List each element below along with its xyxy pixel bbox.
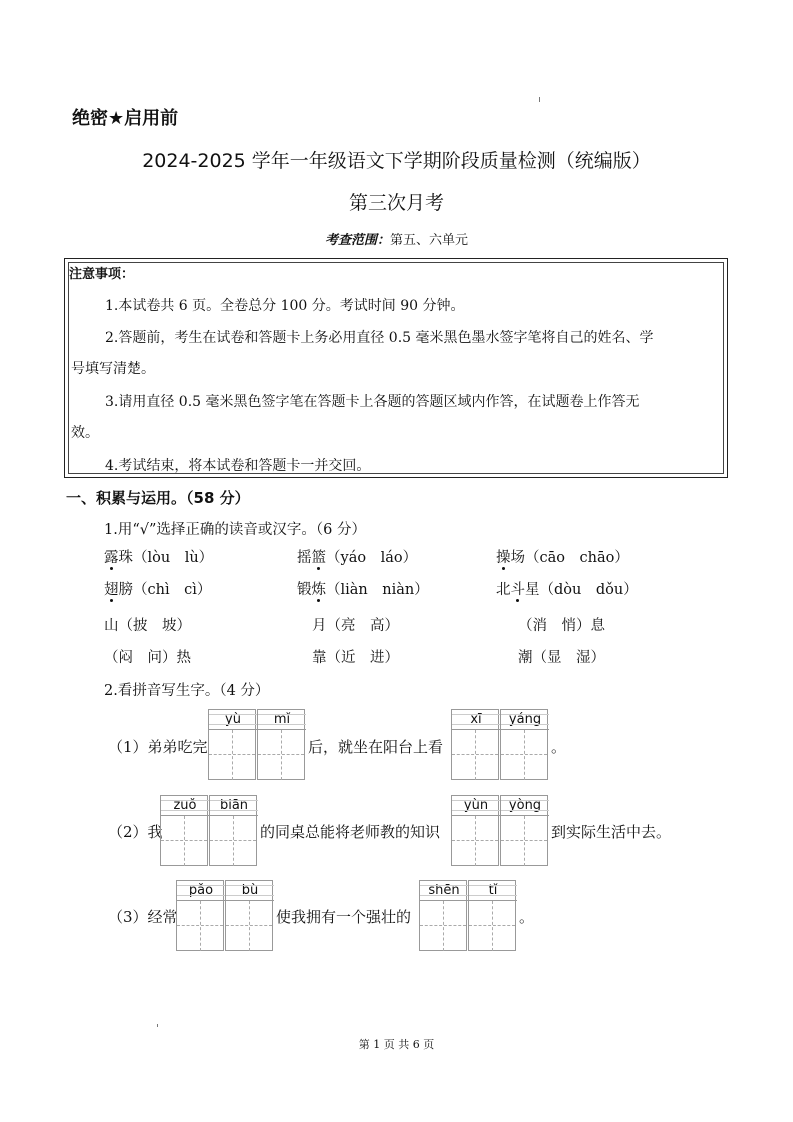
sentence-part: （1）弟弟吃完: [108, 738, 208, 756]
scope-label: 考查范围：: [324, 233, 390, 248]
pinyin-label: yùn: [452, 796, 500, 816]
notice-line: 1.本试卷共 6 页。全卷总分 100 分。考试时间 90 分钟。: [105, 298, 465, 314]
dotted-char: 斗: [510, 582, 525, 598]
pinyin-choice[interactable]: 露珠（lòu lù）: [104, 550, 214, 566]
pinyin-label: pǎo: [177, 881, 225, 901]
pinyin-label: biān: [210, 796, 258, 816]
pinyin-label: bù: [226, 881, 274, 901]
char-choice[interactable]: （消 悄）息: [518, 618, 605, 634]
writing-cell[interactable]: [419, 880, 467, 951]
tian-grid: [452, 730, 498, 780]
writing-cell[interactable]: [176, 880, 224, 951]
char-choice[interactable]: （闷 问）热: [104, 650, 191, 666]
dotted-char: 炼: [311, 582, 326, 598]
sentence-part: 使我拥有一个强壮的: [276, 908, 412, 926]
tian-grid: [226, 901, 272, 951]
char-choice[interactable]: 月（亮 高）: [312, 618, 399, 634]
notice-box: [64, 258, 728, 478]
sentence-part: 。: [551, 738, 567, 756]
notice-line: 2.答题前，考生在试卷和答题卡上务必用直径 0.5 毫米黑色墨水签字笔将自己的姓名、学: [105, 330, 654, 346]
pinyin-label: mǐ: [258, 710, 306, 730]
sentence-part: （3）经常: [108, 908, 178, 926]
pinyin-choice[interactable]: 翅膀（chì cì）: [104, 582, 212, 598]
dotted-char: 翅: [104, 582, 119, 598]
scope-value: 第五、六单元: [390, 233, 469, 248]
pinyin-label: yù: [209, 710, 257, 730]
notice-title: 注意事项：: [69, 267, 135, 282]
writing-cell[interactable]: [160, 795, 208, 866]
dotted-char: 操: [496, 550, 511, 566]
char-choice[interactable]: 潮（显 湿）: [518, 650, 605, 666]
writing-cell[interactable]: [208, 709, 256, 780]
tian-grid: [501, 730, 547, 780]
writing-cell[interactable]: [468, 880, 516, 951]
tian-grid: [161, 816, 207, 866]
writing-cell[interactable]: [225, 880, 273, 951]
exam-scope: [0, 229, 793, 248]
sentence-part: 后，就坐在阳台上看: [308, 738, 444, 756]
char-choice[interactable]: 靠（近 进）: [312, 650, 399, 666]
pinyin-label: shēn: [420, 881, 468, 901]
tian-grid: [177, 901, 223, 951]
exam-subtitle: 第三次月考: [348, 192, 444, 214]
writing-cell[interactable]: [257, 709, 305, 780]
sentence-part: 。: [519, 908, 535, 926]
page-footer: 第 1 页 共 6 页: [358, 1038, 435, 1051]
section-heading: 一、积累与运用。（58 分）: [66, 489, 250, 507]
notice-line: 4.考试结束，将本试卷和答题卡一并交回。: [105, 458, 371, 474]
scan-mark: [539, 97, 540, 102]
sentence-part: （2）我: [108, 823, 163, 841]
tian-grid: [209, 730, 255, 780]
notice-line: 号填写清楚。: [71, 361, 155, 377]
notice-line: 效。: [71, 425, 99, 441]
pinyin-label: yòng: [501, 796, 549, 816]
pinyin-choice[interactable]: 锻炼（liàn niàn）: [297, 582, 429, 598]
sentence-part: 的同桌总能将老师教的知识: [260, 823, 441, 841]
exam-title: 2024-2025 学年一年级语文下学期阶段质量检测（统编版）: [142, 150, 651, 172]
tian-grid: [452, 816, 498, 866]
pinyin-label: xī: [452, 710, 500, 730]
tian-grid: [501, 816, 547, 866]
char-choice[interactable]: 山（披 坡）: [104, 618, 191, 634]
question-1-prompt: 1.用“√”选择正确的读音或汉字。（6 分）: [104, 522, 366, 538]
tian-grid: [258, 730, 304, 780]
scan-mark: [157, 1024, 158, 1027]
dotted-char: 篮: [311, 550, 326, 566]
writing-cell[interactable]: [500, 709, 548, 780]
writing-cell[interactable]: [209, 795, 257, 866]
pinyin-label: yáng: [501, 710, 549, 730]
notice-inner-border: [68, 262, 724, 474]
writing-cell[interactable]: [451, 709, 499, 780]
tian-grid: [210, 816, 256, 866]
sentence-part: 到实际生活中去。: [551, 823, 672, 841]
notice-line: 3.请用直径 0.5 毫米黑色签字笔在答题卡上各题的答题区域内作答，在试题卷上作答无: [105, 394, 640, 410]
tian-grid: [420, 901, 466, 951]
question-2-prompt: 2.看拼音写生字。（4 分）: [104, 683, 270, 699]
writing-cell[interactable]: [451, 795, 499, 866]
pinyin-choice[interactable]: 操场（cāo chāo）: [496, 550, 629, 566]
pinyin-label: zuǒ: [161, 796, 209, 816]
pinyin-label: tǐ: [469, 881, 517, 901]
confidential-label: 绝密★启用前: [72, 108, 179, 129]
dotted-char: 露: [104, 550, 119, 566]
pinyin-choice[interactable]: 北斗星（dòu dǒu）: [496, 582, 638, 598]
writing-cell[interactable]: [500, 795, 548, 866]
tian-grid: [469, 901, 515, 951]
pinyin-choice[interactable]: 摇篮（yáo láo）: [297, 550, 418, 566]
